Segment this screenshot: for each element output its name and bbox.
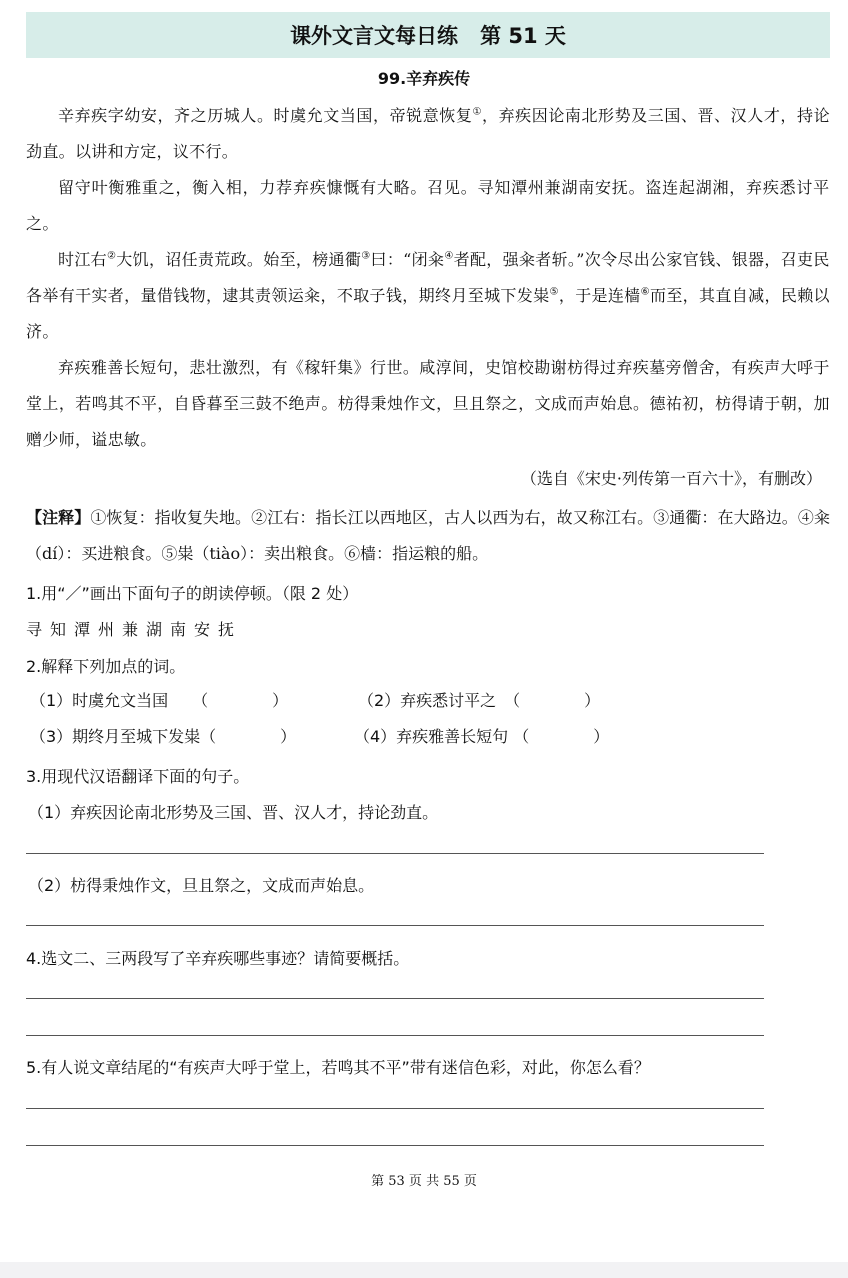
passage-source: （选自《宋史·列传第一百六十》，有删改） [520, 469, 822, 488]
answer-line [26, 853, 764, 854]
passage-paragraph-2: 留守叶衡雅重之，衡入相，力荐弃疾慷慨有大略。召见。寻知潭州兼湖南安抚。盗连起湖湘，弃疾悉讨平之。 [26, 178, 830, 233]
question-1: 1.用“／”画出下面句子的朗读停顿。（限 2 处） [26, 584, 359, 603]
header-day: 第 51 天 [480, 24, 566, 48]
question-3-item-2: （2）枋得秉烛作文，旦且祭之，文成而声始息。 [28, 876, 375, 895]
question-4: 4.选文二、三两段写了辛弃疾哪些事迹？请简要概括。 [26, 949, 410, 968]
question-2-item-3: （3）期终月至城下发粜（ ） [30, 727, 297, 746]
passage-paragraph-4: 弃疾雅善长短句，悲壮激烈，有《稼轩集》行世。咸淳间，史馆校勘谢枋得过弃疾墓旁僧舍，有疾声大呼于堂上，若鸣其不平，自昏暮至三鼓不绝声。枋得秉烛作文，旦且祭之，文成而声始息。德祐初，枋得请于朝，加赠少师，谥忠敏。 [26, 358, 830, 449]
question-2-item-1: （1）时虞允文当国 （ ） [30, 691, 289, 710]
question-2-item-2: （2）弃疾悉讨平之 （ ） [358, 691, 601, 710]
header-title: 课外文言文每日练 [290, 24, 459, 48]
notes-text: ①恢复：指收复失地。②江右：指长江以西地区，古人以西为右，故又称江右。③通衢：在大路边。④籴（dí）：买进粮食。⑤粜（tiào）：卖出粮食。⑥樯：指运粮的船。 [26, 508, 830, 563]
question-1-sentence: 寻知潭州兼湖南安抚 [26, 620, 243, 639]
passage-title: 99.辛弃疾传 [377, 69, 471, 88]
page-number: 第 53 页 共 55 页 [371, 1174, 477, 1189]
answer-line [26, 925, 764, 926]
passage-paragraph-1: 辛弃疾字幼安，齐之历城人。时虞允文当国，帝锐意恢复①，弃疾因论南北形势及三国、晋、汉人才，持论劲直。以讲和方定，议不行。 [26, 106, 830, 161]
answer-line [26, 1035, 764, 1036]
question-2-item-4: （4）弃疾雅善长短句 （ ） [354, 727, 610, 746]
question-3: 3.用现代汉语翻译下面的句子。 [26, 767, 250, 786]
header-banner [26, 12, 830, 58]
answer-line [26, 1108, 764, 1109]
notes-label: 【注释】 [26, 508, 91, 527]
bottom-bar [0, 1262, 848, 1278]
question-3-item-1: （1）弃疾因论南北形势及三国、晋、汉人才，持论劲直。 [28, 803, 439, 822]
question-2: 2.解释下列加点的词。 [26, 657, 186, 676]
question-5: 5.有人说文章结尾的“有疾声大呼于堂上，若鸣其不平”带有迷信色彩，对此，你怎么看？ [26, 1058, 650, 1077]
notes [26, 500, 830, 572]
passage-paragraph-3: 时江右②大饥，诏任责荒政。始至，榜通衢③曰：“闭籴④者配，强籴者斩。”次令尽出公家官钱、银器，召吏民各举有干实者，量借钱物，逮其责领运籴，不取子钱，期终月至城下发粜⑤，于是连樯⑥而至，其直自减，民赖以济。 [26, 250, 830, 341]
answer-line [26, 1145, 764, 1146]
answer-line [26, 998, 764, 999]
